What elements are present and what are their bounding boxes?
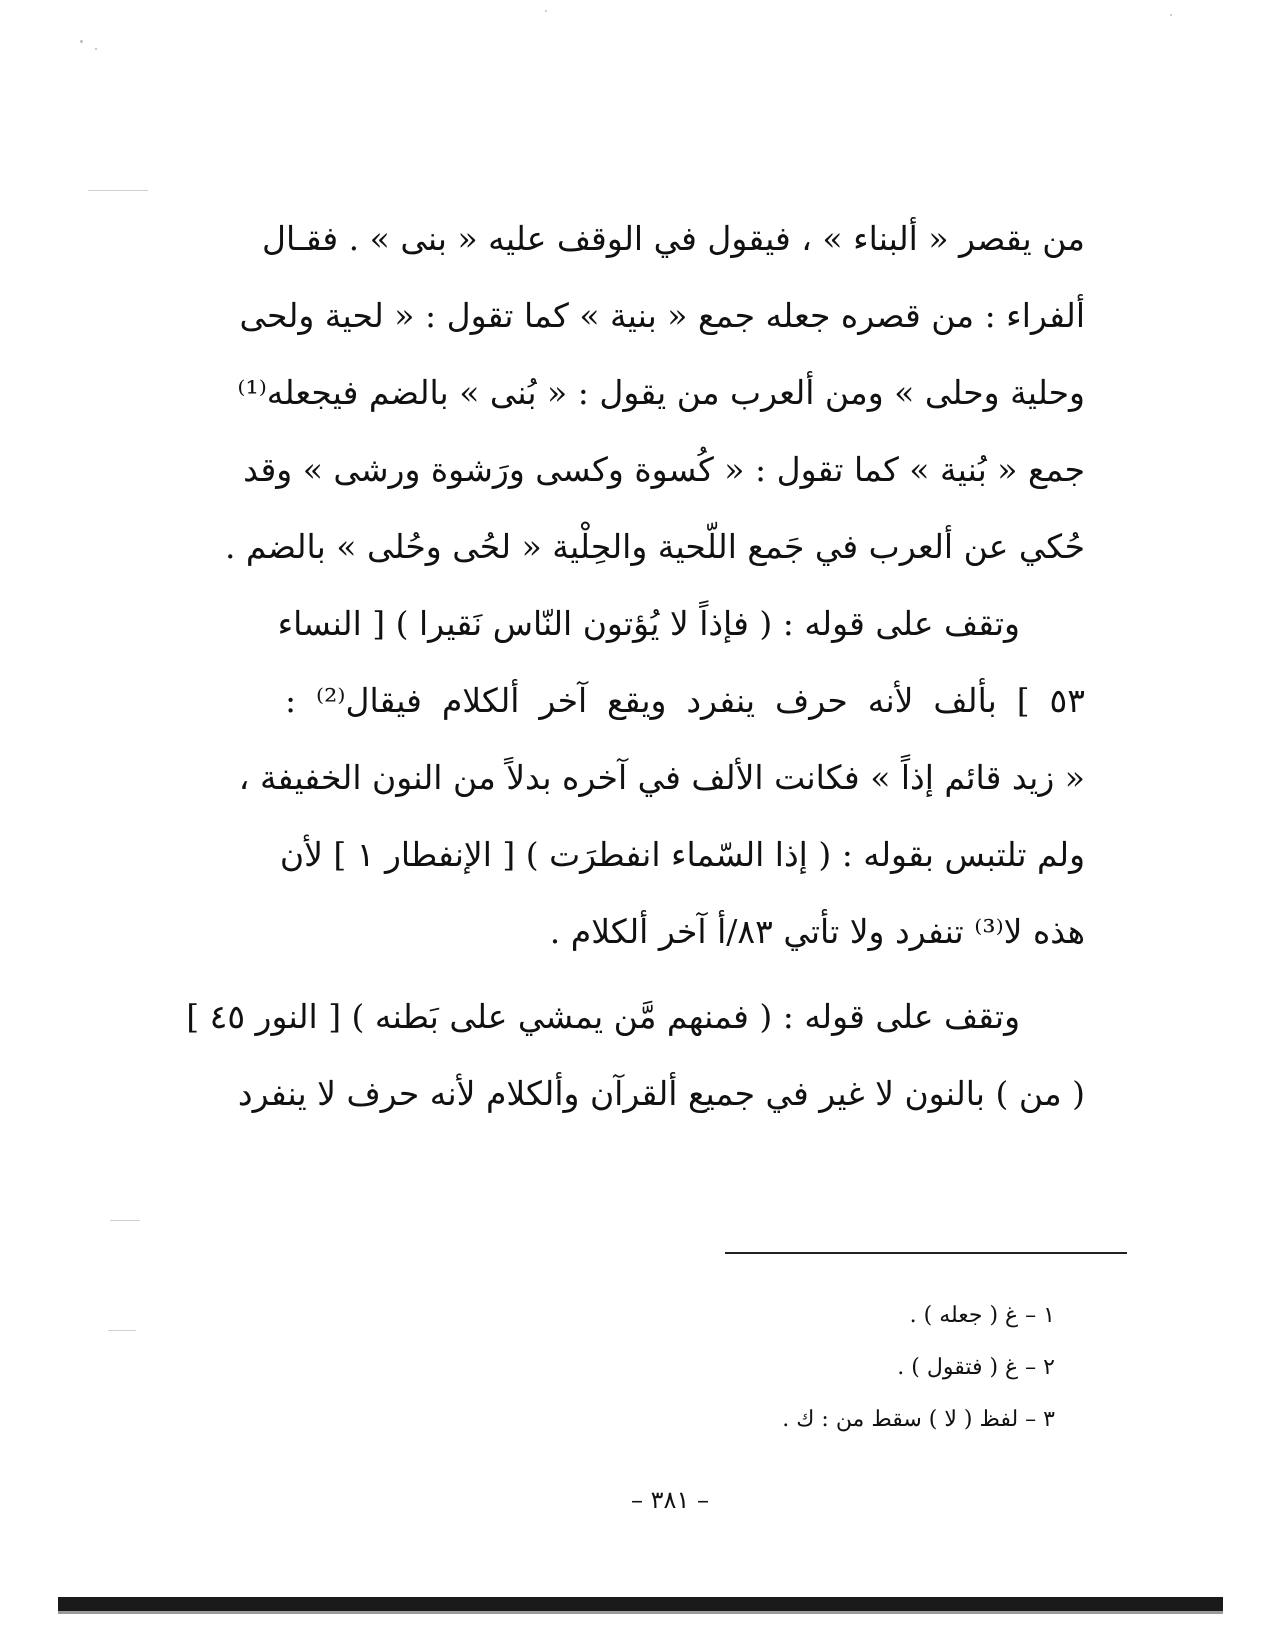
text-line: وتقف على قوله : ( فمنهم مَّن يمشي على بَطنه ) [ النور ٤٥ ] [186, 997, 1020, 1036]
text-line: وحلية وحلى » ومن ألعرب من يقول : « بُنى » بالضم فيجعله⁽¹⁾ [237, 373, 1085, 412]
scan-speck [1170, 14, 1172, 16]
text-line: ٥٣ ] بألف لأنه حرف ينفرد ويقع آخر ألكلام فيقال⁽²⁾ : [285, 681, 1085, 720]
text-line: جمع « بُنية » كما تقول : « كُسوة وكسى ورَشوة ورشى » وقد [243, 450, 1085, 489]
scan-speck [80, 40, 83, 43]
page-number: – ٣٨١ – [631, 1486, 709, 1514]
text-line: ألفراء : من قصره جعله جمع « بنية » كما تقول : « لحية ولحى [239, 296, 1085, 335]
footnote: ١ – غ ( جعله ) . [909, 1303, 1055, 1328]
scan-edge-shadow [58, 1611, 1223, 1614]
scan-speck [95, 48, 97, 50]
footnotes [600, 1290, 1055, 1446]
footnote-separator [725, 1252, 1127, 1254]
text-line: ولم تلتبس بقوله : ( إذا السّماء انفطرَت ) [ الإنفطار ١ ] لأن [279, 835, 1085, 874]
text-line: هذه لا⁽³⁾ تنفرد ولا تأتي ٨٣/أ آخر ألكلام . [549, 912, 1085, 951]
scan-speck [545, 10, 547, 12]
text-line: وتقف على قوله : ( فإذاً لا يُؤتون النّاس نَقيرا ) [ النساء [277, 604, 1020, 643]
paragraph-gap [285, 970, 1085, 978]
scan-margin-mark [108, 1330, 136, 1331]
text-line: ( من ) بالنون لا غير في جميع ألقرآن وألكلام لأنه حرف لا ينفرد [237, 1074, 1085, 1113]
footnote: ٣ – لفظ ( لا ) سقط من : ك . [782, 1407, 1055, 1432]
main-text-block [186, 200, 1085, 1132]
text-line: « زيد قائم إذاً » فكانت الألف في آخره بدلاً من النون الخفيفة ، [238, 758, 1085, 797]
footnote: ٢ – غ ( فتقول ) . [897, 1355, 1055, 1380]
scan-margin-mark [110, 1220, 140, 1221]
text-line: حُكي عن ألعرب في جَمع اللّحية والحِلْية « لحُى وحُلى » بالضم . [224, 527, 1085, 566]
scan-edge-bar [58, 1597, 1223, 1611]
scan-margin-mark [88, 190, 148, 191]
text-line: من يقصر « ألبناء » ، فيقول في الوقف عليه « بنى » . فقـال [262, 219, 1085, 258]
